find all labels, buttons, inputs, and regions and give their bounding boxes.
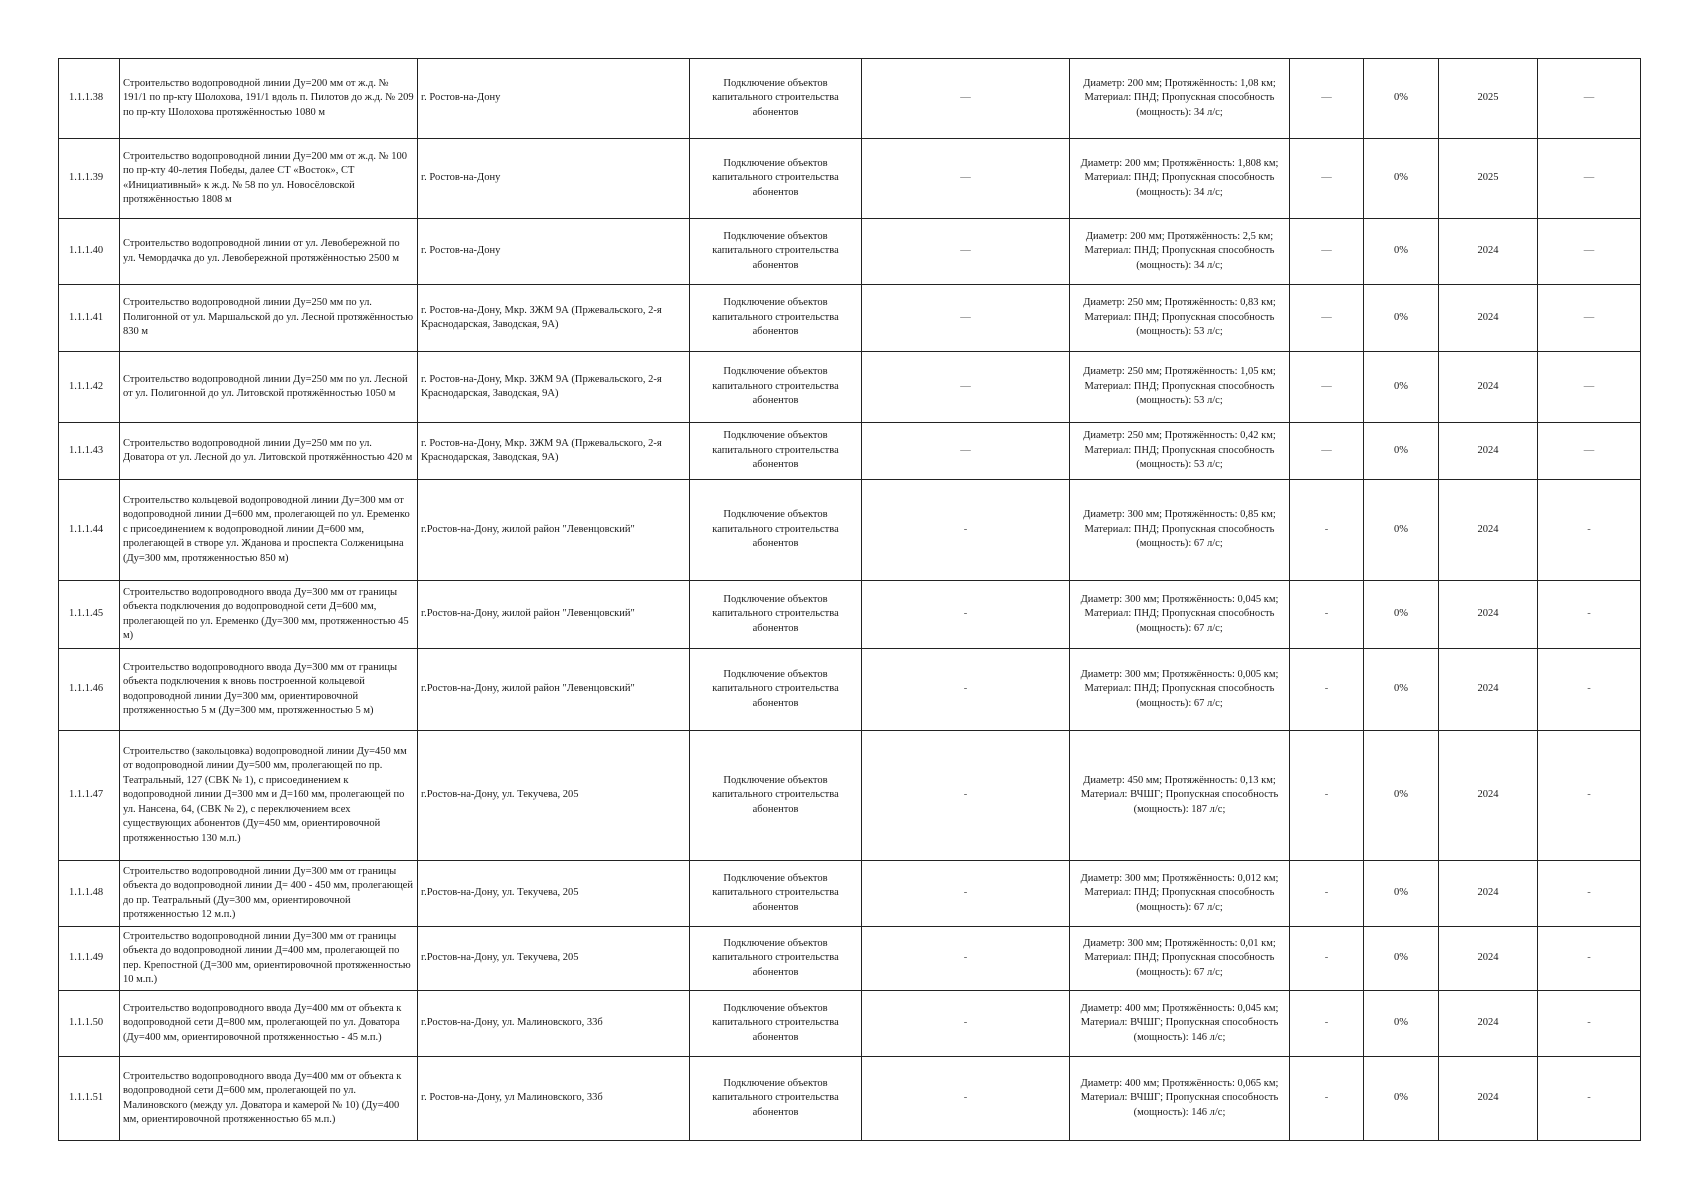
column-5-value: — (862, 352, 1070, 423)
technical-characteristics: Диаметр: 200 мм; Протяжённость: 1,808 км; Материал: ПНД; Пропускная способность (мощность): 34 л/с; (1070, 139, 1290, 219)
column-10-value: - (1538, 480, 1641, 581)
column-5-value: — (862, 59, 1070, 139)
project-location: г.Ростов-на-Дону, жилой район "Левенцовский" (418, 581, 690, 649)
column-7-value: - (1290, 649, 1364, 731)
row-number: 1.1.1.48 (59, 861, 120, 927)
project-name: Строительство водопроводного ввода Ду=400 мм от объекта к водопроводной сети Д=800 мм, пролегающей по ул. Доватора (Ду=400 мм, ориентировочной протяженностью - 45 м.п.) (120, 991, 418, 1057)
table-body (59, 59, 1641, 1141)
table-row (59, 991, 1641, 1057)
project-purpose: Подключение объектов капитального строительства абонентов (690, 480, 862, 581)
technical-characteristics: Диаметр: 250 мм; Протяжённость: 0,83 км; Материал: ПНД; Пропускная способность (мощность): 53 л/с; (1070, 285, 1290, 352)
table-row (59, 59, 1641, 139)
column-7-value: - (1290, 731, 1364, 861)
column-10-value: — (1538, 219, 1641, 285)
column-5-value: — (862, 423, 1070, 480)
project-purpose: Подключение объектов капитального строительства абонентов (690, 1057, 862, 1141)
technical-characteristics: Диаметр: 250 мм; Протяжённость: 1,05 км; Материал: ПНД; Пропускная способность (мощность): 53 л/с; (1070, 352, 1290, 423)
row-number: 1.1.1.39 (59, 139, 120, 219)
column-7-value: - (1290, 861, 1364, 927)
column-7-value: - (1290, 927, 1364, 991)
project-purpose: Подключение объектов капитального строительства абонентов (690, 581, 862, 649)
table-row (59, 927, 1641, 991)
completion-percent: 0% (1364, 991, 1439, 1057)
table-row (59, 731, 1641, 861)
completion-year: 2024 (1439, 581, 1538, 649)
column-5-value: — (862, 139, 1070, 219)
row-number: 1.1.1.43 (59, 423, 120, 480)
project-location: г.Ростов-на-Дону, ул. Текучева, 205 (418, 861, 690, 927)
table-row (59, 352, 1641, 423)
technical-characteristics: Диаметр: 300 мм; Протяжённость: 0,01 км; Материал: ПНД; Пропускная способность (мощность): 67 л/с; (1070, 927, 1290, 991)
column-5-value: - (862, 1057, 1070, 1141)
row-number: 1.1.1.40 (59, 219, 120, 285)
completion-year: 2024 (1439, 219, 1538, 285)
completion-percent: 0% (1364, 861, 1439, 927)
column-7-value: — (1290, 219, 1364, 285)
column-7-value: - (1290, 991, 1364, 1057)
row-number: 1.1.1.45 (59, 581, 120, 649)
investment-program-table (58, 58, 1641, 1141)
project-location: г.Ростов-на-Дону, жилой район "Левенцовский" (418, 649, 690, 731)
table-row (59, 219, 1641, 285)
project-location: г. Ростов-на-Дону, Мкр. ЗЖМ 9А (Пржевальского, 2-я Краснодарская, Заводская, 9А) (418, 352, 690, 423)
column-10-value: - (1538, 927, 1641, 991)
project-location: г. Ростов-на-Дону, Мкр. ЗЖМ 9А (Пржевальского, 2-я Краснодарская, Заводская, 9А) (418, 285, 690, 352)
technical-characteristics: Диаметр: 300 мм; Протяжённость: 0,045 км; Материал: ПНД; Пропускная способность (мощность): 67 л/с; (1070, 581, 1290, 649)
completion-percent: 0% (1364, 731, 1439, 861)
project-name: Строительство водопроводной линии от ул. Левобережной по ул. Чемордачка до ул. Левобережной протяжённостью 2500 м (120, 219, 418, 285)
column-7-value: - (1290, 1057, 1364, 1141)
completion-percent: 0% (1364, 927, 1439, 991)
completion-year: 2024 (1439, 731, 1538, 861)
table-row (59, 581, 1641, 649)
column-10-value: — (1538, 59, 1641, 139)
row-number: 1.1.1.50 (59, 991, 120, 1057)
table-row (59, 861, 1641, 927)
project-name: Строительство водопроводного ввода Ду=300 мм от границы объекта подключения до водопроводной сети Д=600 мм, пролегающей по ул. Еременко (Ду=300 мм, протяженностью 45 м) (120, 581, 418, 649)
completion-percent: 0% (1364, 352, 1439, 423)
project-location: г.Ростов-на-Дону, жилой район "Левенцовский" (418, 480, 690, 581)
column-5-value: - (862, 991, 1070, 1057)
row-number: 1.1.1.41 (59, 285, 120, 352)
project-location: г. Ростов-на-Дону (418, 59, 690, 139)
project-location: г. Ростов-на-Дону (418, 139, 690, 219)
project-name: Строительство кольцевой водопроводной линии Ду=300 мм от водопроводной линии Д=600 мм, пролегающей по ул. Еременко с присоединением к водопроводной линии Д=600 мм, пролегающей в створе ул. Жданова и проспекта Солженицына (Ду=300 мм, протяженностью 850 м) (120, 480, 418, 581)
row-number: 1.1.1.51 (59, 1057, 120, 1141)
project-location: г. Ростов-на-Дону (418, 219, 690, 285)
completion-percent: 0% (1364, 59, 1439, 139)
column-10-value: - (1538, 649, 1641, 731)
completion-year: 2024 (1439, 649, 1538, 731)
table-row (59, 480, 1641, 581)
completion-year: 2024 (1439, 423, 1538, 480)
column-10-value: — (1538, 285, 1641, 352)
completion-year: 2024 (1439, 285, 1538, 352)
project-purpose: Подключение объектов капитального строительства абонентов (690, 649, 862, 731)
column-5-value: - (862, 927, 1070, 991)
column-10-value: — (1538, 352, 1641, 423)
project-name: Строительство (закольцовка) водопроводной линии Ду=450 мм от водопроводной линии Ду=500 мм, пролегающей по пр. Театральный, 127 (СВК № 1), с присоединением к водопроводной линии Д=300 мм и Д=160 мм, пролегающей по ул. Нансена, 64, (СВК № 2), с переключением всех существующих абонентов (Ду=450 мм, ориентировочной протяженностью 130 м.п.) (120, 731, 418, 861)
column-7-value: — (1290, 423, 1364, 480)
column-7-value: - (1290, 480, 1364, 581)
completion-percent: 0% (1364, 480, 1439, 581)
column-10-value: - (1538, 861, 1641, 927)
project-name: Строительство водопроводного ввода Ду=400 мм от объекта к водопроводной сети Д=600 мм, пролегающей по ул. Малиновского (между ул. Доватора и камерой № 10) (Ду=400 мм, ориентировочной протяженностью 65 м.п.) (120, 1057, 418, 1141)
column-7-value: — (1290, 352, 1364, 423)
column-7-value: — (1290, 285, 1364, 352)
column-7-value: — (1290, 139, 1364, 219)
row-number: 1.1.1.38 (59, 59, 120, 139)
technical-characteristics: Диаметр: 400 мм; Протяжённость: 0,065 км; Материал: ВЧШГ; Пропускная способность (мощность): 146 л/с; (1070, 1057, 1290, 1141)
column-5-value: - (862, 581, 1070, 649)
project-location: г.Ростов-на-Дону, ул. Малиновского, 33б (418, 991, 690, 1057)
row-number: 1.1.1.46 (59, 649, 120, 731)
project-name: Строительство водопроводной линии Ду=300 мм от границы объекта до водопроводной линии Д=400 мм, пролегающей по пер. Крепостной (Д=300 мм, ориентировочной протяженностью 10 м.п.) (120, 927, 418, 991)
completion-percent: 0% (1364, 649, 1439, 731)
completion-percent: 0% (1364, 1057, 1439, 1141)
table-row (59, 1057, 1641, 1141)
technical-characteristics: Диаметр: 300 мм; Протяжённость: 0,005 км; Материал: ПНД; Пропускная способность (мощность): 67 л/с; (1070, 649, 1290, 731)
column-10-value: — (1538, 423, 1641, 480)
project-location: г. Ростов-на-Дону, Мкр. ЗЖМ 9А (Пржевальского, 2-я Краснодарская, Заводская, 9А) (418, 423, 690, 480)
completion-percent: 0% (1364, 139, 1439, 219)
technical-characteristics: Диаметр: 300 мм; Протяжённость: 0,85 км; Материал: ПНД; Пропускная способность (мощность): 67 л/с; (1070, 480, 1290, 581)
project-purpose: Подключение объектов капитального строительства абонентов (690, 352, 862, 423)
project-name: Строительство водопроводной линии Ду=250 мм по ул. Лесной от ул. Полигонной до ул. Литовской протяжённостью 1050 м (120, 352, 418, 423)
project-purpose: Подключение объектов капитального строительства абонентов (690, 991, 862, 1057)
project-location: г. Ростов-на-Дону, ул Малиновского, 33б (418, 1057, 690, 1141)
column-7-value: — (1290, 59, 1364, 139)
column-10-value: - (1538, 581, 1641, 649)
column-10-value: - (1538, 731, 1641, 861)
column-5-value: - (862, 731, 1070, 861)
row-number: 1.1.1.47 (59, 731, 120, 861)
column-5-value: — (862, 219, 1070, 285)
completion-year: 2024 (1439, 1057, 1538, 1141)
project-purpose: Подключение объектов капитального строительства абонентов (690, 285, 862, 352)
completion-percent: 0% (1364, 285, 1439, 352)
completion-year: 2025 (1439, 139, 1538, 219)
table-row (59, 649, 1641, 731)
project-purpose: Подключение объектов капитального строительства абонентов (690, 139, 862, 219)
technical-characteristics: Диаметр: 250 мм; Протяжённость: 0,42 км; Материал: ПНД; Пропускная способность (мощность): 53 л/с; (1070, 423, 1290, 480)
project-purpose: Подключение объектов капитального строительства абонентов (690, 861, 862, 927)
column-10-value: - (1538, 991, 1641, 1057)
technical-characteristics: Диаметр: 200 мм; Протяжённость: 1,08 км; Материал: ПНД; Пропускная способность (мощность): 34 л/с; (1070, 59, 1290, 139)
completion-year: 2024 (1439, 861, 1538, 927)
column-10-value: — (1538, 139, 1641, 219)
project-purpose: Подключение объектов капитального строительства абонентов (690, 927, 862, 991)
completion-year: 2024 (1439, 480, 1538, 581)
project-purpose: Подключение объектов капитального строительства абонентов (690, 423, 862, 480)
technical-characteristics: Диаметр: 200 мм; Протяжённость: 2,5 км; Материал: ПНД; Пропускная способность (мощность): 34 л/с; (1070, 219, 1290, 285)
project-location: г.Ростов-на-Дону, ул. Текучева, 205 (418, 731, 690, 861)
row-number: 1.1.1.44 (59, 480, 120, 581)
completion-percent: 0% (1364, 219, 1439, 285)
completion-year: 2024 (1439, 927, 1538, 991)
project-purpose: Подключение объектов капитального строительства абонентов (690, 59, 862, 139)
completion-percent: 0% (1364, 581, 1439, 649)
technical-characteristics: Диаметр: 300 мм; Протяжённость: 0,012 км; Материал: ПНД; Пропускная способность (мощность): 67 л/с; (1070, 861, 1290, 927)
project-location: г.Ростов-на-Дону, ул. Текучева, 205 (418, 927, 690, 991)
column-5-value: — (862, 285, 1070, 352)
column-10-value: - (1538, 1057, 1641, 1141)
table-row (59, 139, 1641, 219)
column-5-value: - (862, 861, 1070, 927)
column-5-value: - (862, 480, 1070, 581)
table-row (59, 285, 1641, 352)
completion-year: 2024 (1439, 352, 1538, 423)
row-number: 1.1.1.49 (59, 927, 120, 991)
technical-characteristics: Диаметр: 400 мм; Протяжённость: 0,045 км; Материал: ВЧШГ; Пропускная способность (мощность): 146 л/с; (1070, 991, 1290, 1057)
project-purpose: Подключение объектов капитального строительства абонентов (690, 219, 862, 285)
project-name: Строительство водопроводного ввода Ду=300 мм от границы объекта подключения к вновь построенной кольцевой водопроводной линии Ду=300 мм, ориентировочной протяженностью 5 м (Ду=300 мм, протяженностью 5 м) (120, 649, 418, 731)
column-7-value: - (1290, 581, 1364, 649)
project-name: Строительство водопроводной линии Ду=250 мм по ул. Доватора от ул. Лесной до ул. Литовской протяжённостью 420 м (120, 423, 418, 480)
completion-year: 2025 (1439, 59, 1538, 139)
project-name: Строительство водопроводной линии Ду=200 мм от ж.д. № 191/1 по пр-кту Шолохова, 191/1 вдоль п. Пилотов до ж.д. № 209 по пр-кту Шолохова протяжённостью 1080 м (120, 59, 418, 139)
project-name: Строительство водопроводной линии Ду=200 мм от ж.д. № 100 по пр-кту 40-летия Победы, далее СТ «Восток», СТ «Инициативный» к ж.д. № 58 по ул. Новосёловской протяжённостью 1808 м (120, 139, 418, 219)
project-name: Строительство водопроводной линии Ду=250 мм по ул. Полигонной от ул. Маршальской до ул. Лесной протяжённостью 830 м (120, 285, 418, 352)
column-5-value: - (862, 649, 1070, 731)
technical-characteristics: Диаметр: 450 мм; Протяжённость: 0,13 км; Материал: ВЧШГ; Пропускная способность (мощность): 187 л/с; (1070, 731, 1290, 861)
row-number: 1.1.1.42 (59, 352, 120, 423)
project-purpose: Подключение объектов капитального строительства абонентов (690, 731, 862, 861)
project-name: Строительство водопроводной линии Ду=300 мм от границы объекта до водопроводной линии Д= 400 - 450 мм, пролегающей до пр. Театральный (Ду=300 мм, ориентировочной протяженностью 12 м.п.) (120, 861, 418, 927)
completion-year: 2024 (1439, 991, 1538, 1057)
completion-percent: 0% (1364, 423, 1439, 480)
table-row (59, 423, 1641, 480)
